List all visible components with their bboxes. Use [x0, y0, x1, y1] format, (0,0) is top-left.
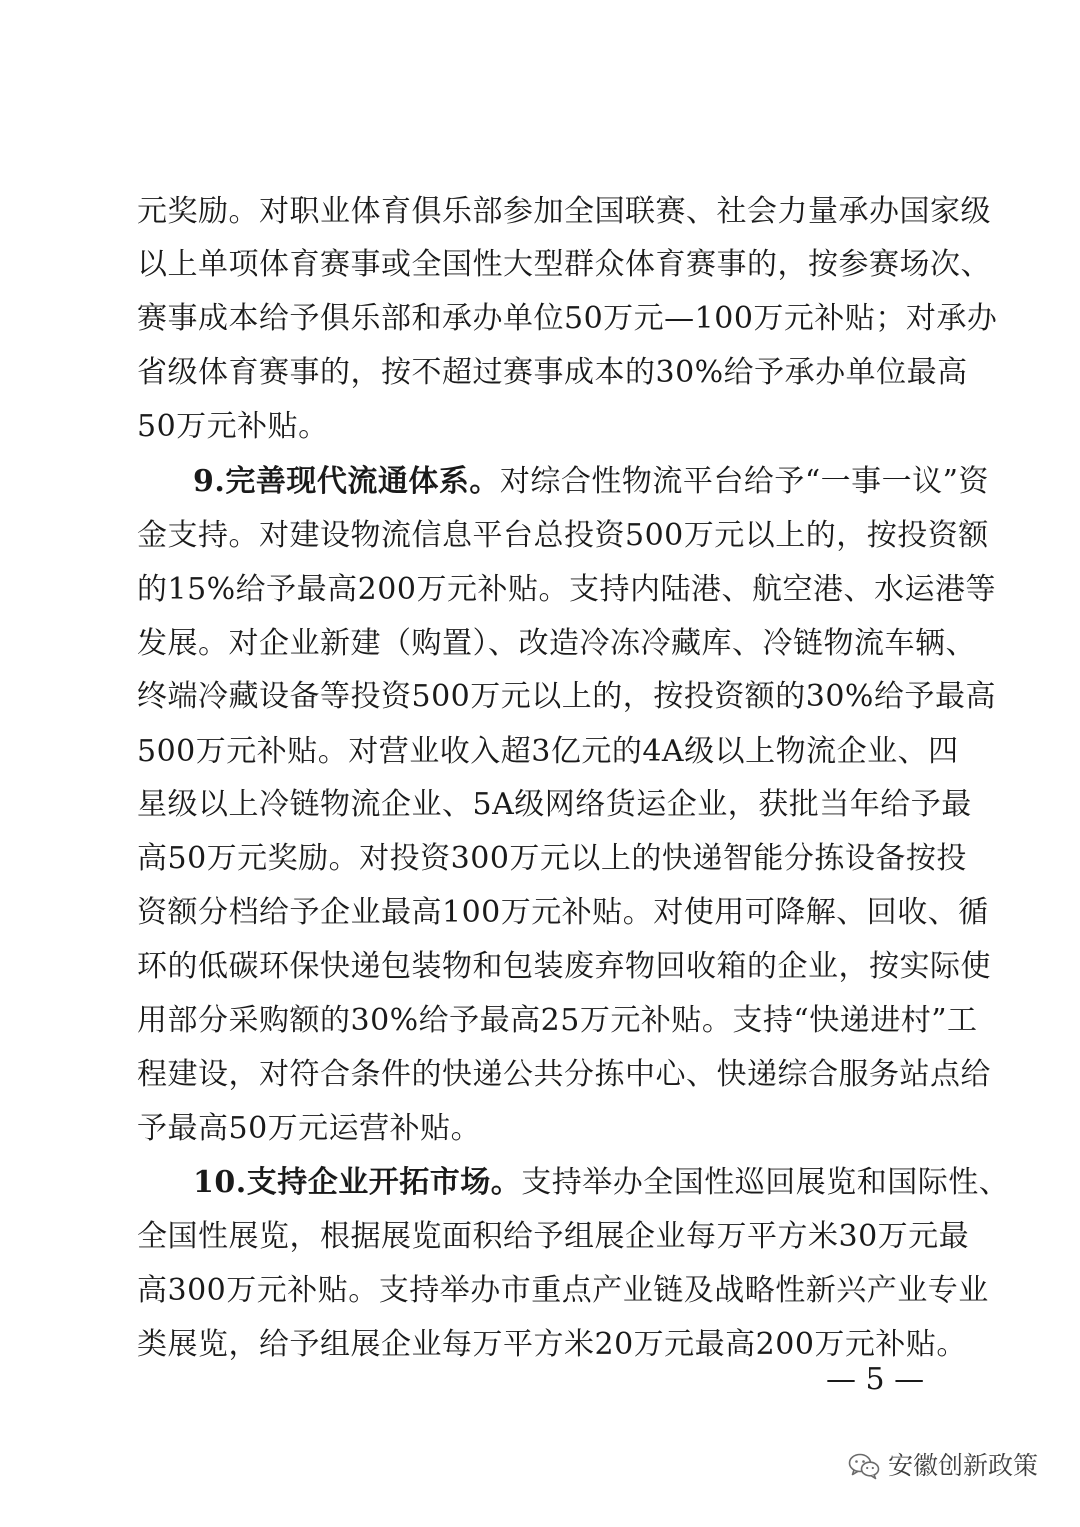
watermark-text: 安徽创新政策	[888, 1451, 1039, 1480]
text-line: 省级体育赛事的，按不超过赛事成本的30%给予承办单位最高	[137, 355, 968, 390]
text-line: 高300万元补贴。支持举办市重点产业链及战略性新兴产业专业	[137, 1273, 989, 1308]
wechat-watermark	[848, 1448, 1038, 1484]
text-line: 星级以上冷链物流企业、5A级网络货运企业，获批当年给予最	[137, 787, 972, 822]
wechat-icon	[848, 1452, 880, 1480]
item10-heading: 10.支持企业开拓市场。	[193, 1165, 522, 1200]
item9-first-line-text: 对综合性物流平台给予“一事一议”资	[499, 464, 990, 499]
page-number: — 5 —	[826, 1362, 925, 1397]
item10-first-line	[193, 1157, 1010, 1209]
text-line: 全国性展览，根据展览面积给予组展企业每万平方米30万元最	[137, 1219, 970, 1254]
text-line: 的15%给予最高200万元补贴。支持内陆港、航空港、水运港等	[137, 572, 996, 607]
item9-heading: 9.完善现代流通体系。	[193, 464, 500, 499]
text-line: 赛事成本给予俱乐部和承办单位50万元—100万元补贴；对承办	[137, 301, 998, 336]
text-line: 500万元补贴。对营业收入超3亿元的4A级以上物流企业、四	[137, 734, 959, 769]
text-line: 用部分采购额的30%给予最高25万元补贴。支持“快递进村”工	[137, 1003, 978, 1038]
text-line: 终端冷藏设备等投资500万元以上的，按投资额的30%给予最高	[137, 679, 996, 714]
text-line: 金支持。对建设物流信息平台总投资500万元以上的，按投资额	[137, 518, 989, 553]
item10-first-line-text: 支持举办全国性巡回展览和国际性、	[521, 1165, 1010, 1200]
text-line: 发展。对企业新建（购置）、改造冷冻冷藏库、冷链物流车辆、	[137, 626, 976, 661]
text-line: 环的低碳环保快递包装物和包装废弃物回收箱的企业，按实际使	[137, 949, 991, 984]
text-line: 类展览，给予组展企业每万平方米20万元最高200万元补贴。	[137, 1327, 967, 1362]
text-line: 高50万元奖励。对投资300万元以上的快递智能分拣设备按投	[137, 841, 967, 876]
text-line: 元奖励。对职业体育俱乐部参加全国联赛、社会力量承办国家级	[137, 194, 991, 229]
text-line: 予最高50万元运营补贴。	[137, 1111, 482, 1146]
text-line: 以上单项体育赛事或全国性大型群众体育赛事的，按参赛场次、	[137, 247, 991, 282]
item9-first-line	[193, 456, 990, 508]
text-line: 50万元补贴。	[137, 409, 329, 444]
text-line: 程建设，对符合条件的快递公共分拣中心、快递综合服务站点给	[137, 1057, 991, 1092]
text-line: 资额分档给予企业最高100万元补贴。对使用可降解、回收、循	[137, 895, 989, 930]
